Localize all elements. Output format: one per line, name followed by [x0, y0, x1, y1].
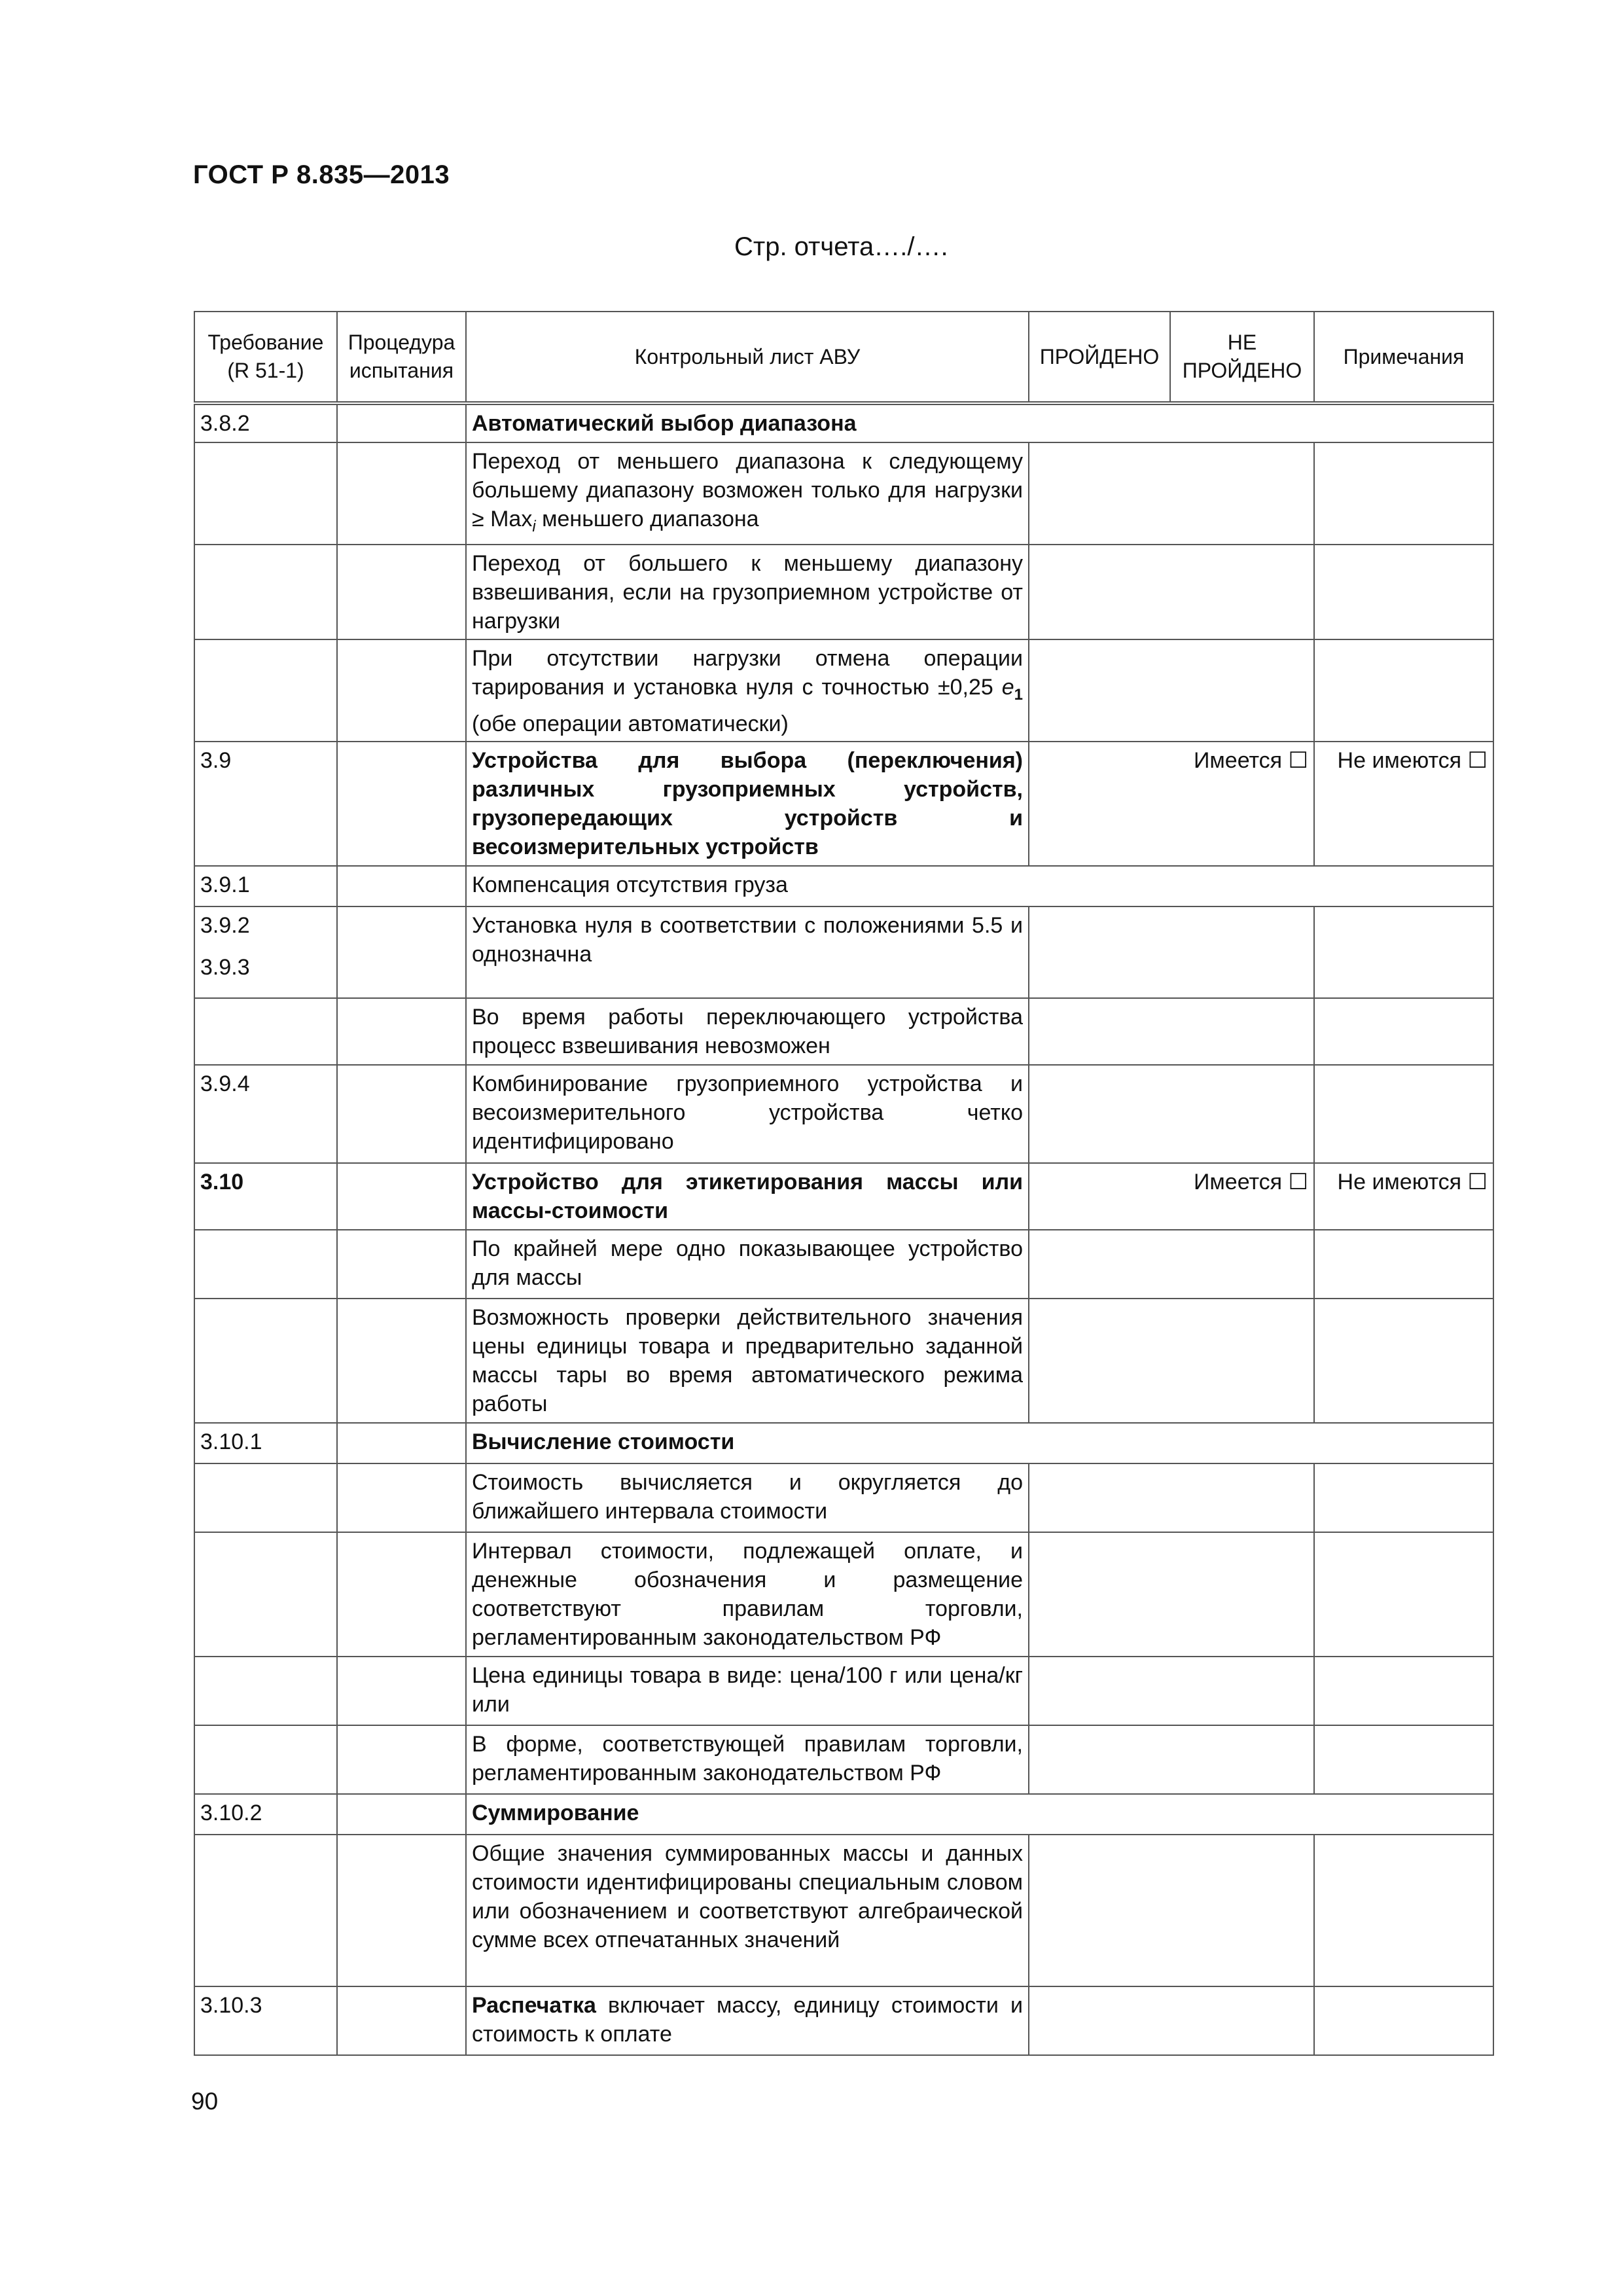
notes-cell[interactable] — [1314, 1065, 1493, 1163]
notes-cell[interactable] — [1314, 442, 1493, 545]
notes-cell[interactable] — [1314, 1463, 1493, 1532]
checklist-item: Распечатка включает массу, единицу стоимости и стоимость к оплате — [466, 1986, 1029, 2055]
table-row — [194, 1299, 1493, 1423]
header-notes: Примечания — [1314, 312, 1493, 403]
section-title: Устройство для этикетирования массы или массы-стоимости — [466, 1163, 1029, 1230]
notes-cell[interactable] — [1314, 998, 1493, 1065]
checklist-table — [194, 311, 1494, 2056]
header-procedure: Процедура испытания — [337, 312, 466, 403]
table-row — [194, 906, 1493, 998]
section-title: Вычисление стоимости — [466, 1423, 1493, 1463]
result-cell[interactable] — [1029, 1299, 1314, 1423]
not-available-checkbox[interactable]: Не имеются ☐ — [1314, 1163, 1493, 1230]
checklist-item: Компенсация отсутствия груза — [466, 866, 1493, 906]
clause-number: 3.9 — [194, 742, 337, 866]
clause-number: 3.10 — [194, 1163, 337, 1230]
notes-cell[interactable] — [1314, 545, 1493, 639]
clause-number: 3.10.1 — [194, 1423, 337, 1463]
table-row — [194, 1725, 1493, 1794]
table-row — [194, 545, 1493, 639]
table-row — [194, 403, 1493, 442]
notes-cell[interactable] — [1314, 639, 1493, 742]
checklist-item: Комбинирование грузоприемного устройства и весоизмерительного устройства четко идентифицировано — [466, 1065, 1029, 1163]
available-checkbox[interactable]: Имеется ☐ — [1029, 1163, 1314, 1230]
checklist-item: Установка нуля в соответствии с положениями 5.5 и однозначна — [466, 906, 1029, 998]
table-row — [194, 998, 1493, 1065]
table-row — [194, 1986, 1493, 2055]
notes-cell[interactable] — [1314, 1657, 1493, 1725]
checklist-item: В форме, соответствующей правилам торговли, регламентированным законодательством РФ — [466, 1725, 1029, 1794]
procedure-cell — [337, 403, 466, 442]
result-cell[interactable] — [1029, 545, 1314, 639]
notes-cell[interactable] — [1314, 1299, 1493, 1423]
checklist-item: Переход от большего к меньшему диапазону взвешивания, если на грузоприемном устройстве от нагрузки — [466, 545, 1029, 639]
available-checkbox[interactable]: Имеется ☐ — [1029, 742, 1314, 866]
table-row — [194, 639, 1493, 742]
table-row — [194, 1463, 1493, 1532]
notes-cell[interactable] — [1314, 1835, 1493, 1986]
table-row — [194, 1835, 1493, 1986]
checklist-item: Общие значения суммированных массы и данных стоимости идентифицированы специальным словом или обозначением и соответствуют алгебраической сумме всех отпечатанных значений — [466, 1835, 1029, 1986]
result-cell[interactable] — [1029, 1463, 1314, 1532]
result-cell[interactable] — [1029, 1230, 1314, 1299]
section-title: Автоматический выбор диапазона — [466, 403, 1493, 442]
section-title: Устройства для выбора (переключения) различных грузоприемных устройств, грузопередающих устройств и весоизмерительных устройств — [466, 742, 1029, 866]
checklist-item: Во время работы переключающего устройства процесс взвешивания невозможен — [466, 998, 1029, 1065]
checklist-item: По крайней мере одно показывающее устройство для массы — [466, 1230, 1029, 1299]
header-failed: НЕ ПРОЙДЕНО — [1170, 312, 1314, 403]
table-row — [194, 866, 1493, 906]
notes-cell[interactable] — [1314, 1986, 1493, 2055]
table-row — [194, 442, 1493, 545]
notes-cell[interactable] — [1314, 1532, 1493, 1657]
clause-number: 3.9.4 — [194, 1065, 337, 1163]
header-checklist: Контрольный лист АВУ — [466, 312, 1029, 403]
result-cell[interactable] — [1029, 1065, 1314, 1163]
document-title: ГОСТ Р 8.835—2013 — [193, 160, 450, 189]
checklist-item: Цена единицы товара в виде: цена/100 г или цена/кг или — [466, 1657, 1029, 1725]
notes-cell[interactable] — [1314, 906, 1493, 998]
clause-number: 3.9.1 — [194, 866, 337, 906]
result-cell[interactable] — [1029, 442, 1314, 545]
report-page-indicator: Стр. отчета…./…. — [734, 232, 948, 261]
result-cell[interactable] — [1029, 906, 1314, 998]
result-cell[interactable] — [1029, 1657, 1314, 1725]
page-number: 90 — [191, 2088, 219, 2115]
table-row — [194, 1657, 1493, 1725]
table-row — [194, 1163, 1493, 1230]
clause-number: 3.8.2 — [194, 403, 337, 442]
clause-number: 3.10.2 — [194, 1794, 337, 1835]
result-cell[interactable] — [1029, 639, 1314, 742]
clause-number: 3.10.3 — [194, 1986, 337, 2055]
checklist-item: Переход от меньшего диапазона к следующему большему диапазону возможен только для нагрузки ≥ Max$_i$ меньшего диапазона — [466, 442, 1029, 545]
table-row — [194, 1423, 1493, 1463]
table-row — [194, 1532, 1493, 1657]
result-cell[interactable] — [1029, 1725, 1314, 1794]
table-row — [194, 1065, 1493, 1163]
clause-number: 3.9.2 3.9.3 — [194, 906, 337, 998]
table-row — [194, 1230, 1493, 1299]
notes-cell[interactable] — [1314, 1230, 1493, 1299]
result-cell[interactable] — [1029, 998, 1314, 1065]
checklist-item: Возможность проверки действительного значения цены единицы товара и предварительно заданной массы тары во время автоматического режима работы — [466, 1299, 1029, 1423]
not-available-checkbox[interactable]: Не имеются ☐ — [1314, 742, 1493, 866]
result-cell[interactable] — [1029, 1986, 1314, 2055]
section-title: Суммирование — [466, 1794, 1493, 1835]
table-row — [194, 1794, 1493, 1835]
checklist-item: При отсутствии нагрузки отмена операции тарирования и установка нуля с точностью ±0,25 $e_1$ (обе операции автоматически) — [466, 639, 1029, 742]
table-row — [194, 742, 1493, 866]
checklist-item: Стоимость вычисляется и округляется до ближайшего интервала стоимости — [466, 1463, 1029, 1532]
checklist-item: Интервал стоимости, подлежащей оплате, и денежные обозначения и размещение соответствуют правилам торговли, регламентированным законодательством РФ — [466, 1532, 1029, 1657]
result-cell[interactable] — [1029, 1532, 1314, 1657]
header-passed: ПРОЙДЕНО — [1029, 312, 1170, 403]
header-requirement: Требование (R 51-1) — [194, 312, 337, 403]
notes-cell[interactable] — [1314, 1725, 1493, 1794]
table-header-row — [194, 312, 1493, 403]
result-cell[interactable] — [1029, 1835, 1314, 1986]
